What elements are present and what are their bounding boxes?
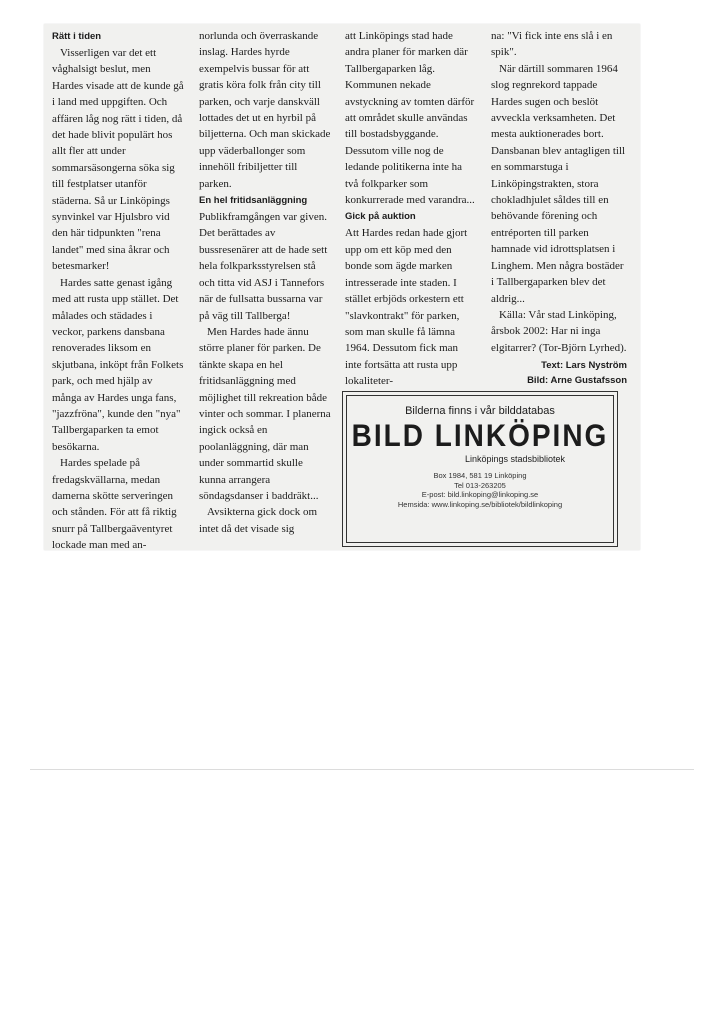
paragraph: Men Hardes hade ännu större planer för parken. De tänkte skapa en hel fritidsanläggning med möjlighet till rekreation både vinter och sommar. I planerna ingick också en poolanläggning, där man under sommartid skulle kunna arrangera söndagsdanser i baddräkt... <box>199 325 331 502</box>
paragraph: Visserligen var det ett våghalsigt beslut, men Hardes visade att de kunde gå i land med uppgiften. Och affären låg nog rätt i tiden, då det hade blivit populärt hos allt fler att under sommarsäsongerna söka sig till festplatser utanför städerna. Så ur Linköpings synvinkel var Hjulsbro vid den här tidpunkten "rena landet" med sina åkrar och betesmarker! <box>52 47 184 273</box>
ad-inner-frame <box>346 395 614 543</box>
paragraph: Källa: Vår stad Linköping, årsbok 2002: Har ni inga elgitarrer? (Tor-Björn Lyrhed). <box>491 308 627 354</box>
byline <box>491 358 627 388</box>
paragraph: Avsikterna gick dock om intet då det visade sig <box>199 506 318 535</box>
section-heading: En hel fritidsanläggning <box>199 195 308 207</box>
paragraph: na: "Vi fick inte ens slå i en spik". <box>491 30 613 59</box>
article-column-4 <box>491 28 627 388</box>
byline-photo-credit: Bild: Arne Gustafsson <box>527 375 627 387</box>
page-divider-line <box>30 769 694 770</box>
ad-subtitle: Linköpings stadsbibliotek <box>464 454 566 464</box>
section-heading: Gick på auktion <box>345 211 416 223</box>
paragraph: Att Hardes redan hade gjort upp om ett köp med den bonde som ägde marken intresserade inte staden. I stället erbjöds orkestern ett "slavkontrakt" för parken, som man skulle få lämna 1964. Dessutom fick man inte fortsätta att rusta upp lokaliteter- <box>345 227 468 388</box>
section-heading: Rätt i tiden <box>52 31 102 42</box>
newspaper-clipping <box>44 24 640 550</box>
ad-brand-logo: BILD LINKÖPING <box>351 418 609 453</box>
article-column-3 <box>345 28 477 390</box>
byline-text-credit: Text: Lars Nyström <box>541 360 627 372</box>
paragraph: att Linköpings stad hade andra planer för marken där Tallbergaparken låg. Kommunen nekade avstyckning av tomten därför att området skulle användas till bostadsbyggande. Dessutom ville nog de ledande politikerna inte ha två folkparker som konkurrerade med varandra... <box>345 30 475 207</box>
ad-phone: Tel 013-263205 <box>454 480 506 490</box>
paragraph: När därtill sommaren 1964 slog regnrekord tappade Hardes sugen och beslöt avveckla verksamheten. Det mesta auktionerades bort. Dansbanan blev antagligen till en sommarstuga i Linköpingstrakten, stora chokladhjulet såldes till en behövande förening och entréporten till parken hamnade vid idrottsplatsen i Linghem. Men några bostäder i Tallbergaparken blev det aldrig... <box>491 62 626 305</box>
article-column-2 <box>199 28 331 537</box>
ad-address: Box 1984, 581 19 Linköping <box>433 471 527 480</box>
paragraph: Hardes spelade på fredagskvällarna, medan damerna skötte serveringen och stånden. För att få riktig snurr på Tallbergaäventyret lockade man med an- <box>52 457 177 552</box>
article-column-1 <box>52 28 184 554</box>
ad-website: Hemsida: www.linkoping.se/bibliotek/bildlinkoping <box>397 499 563 509</box>
ad-headline: Bilderna finns i vår bilddatabas <box>405 405 555 417</box>
paragraph: Publikframgången var given. Det berättades av bussresenärer att de hade sett hela folkparksstyrelsen stå och titta vid ASJ i Tannefors när de fullsatta bussarna var på väg till Tallberga! <box>199 211 328 322</box>
paragraph: norlunda och överraskande inslag. Hardes hyrde exempelvis bussar för att gratis köra folk från city till parken, och varje danskväll lottades det ut en hyrbil på biljetterna. Och man skickade upp väderballonger som innehöll fribiljetter till parken. <box>199 30 331 190</box>
bild-linkoping-ad-box <box>342 391 618 547</box>
paragraph: Hardes satte genast igång med att rusta upp stället. Det målades och städades i veckor, parkens dansbana renoverades liksom en skjutbana, inköpt från Folkets park, och med hjälp av många av Hardes unga fans, "jazzfröna", kunde den "nya" Tallbergaparken ta emot besökarna. <box>52 276 184 453</box>
ad-email: E-post: bild.linkoping@linkoping.se <box>421 490 539 499</box>
